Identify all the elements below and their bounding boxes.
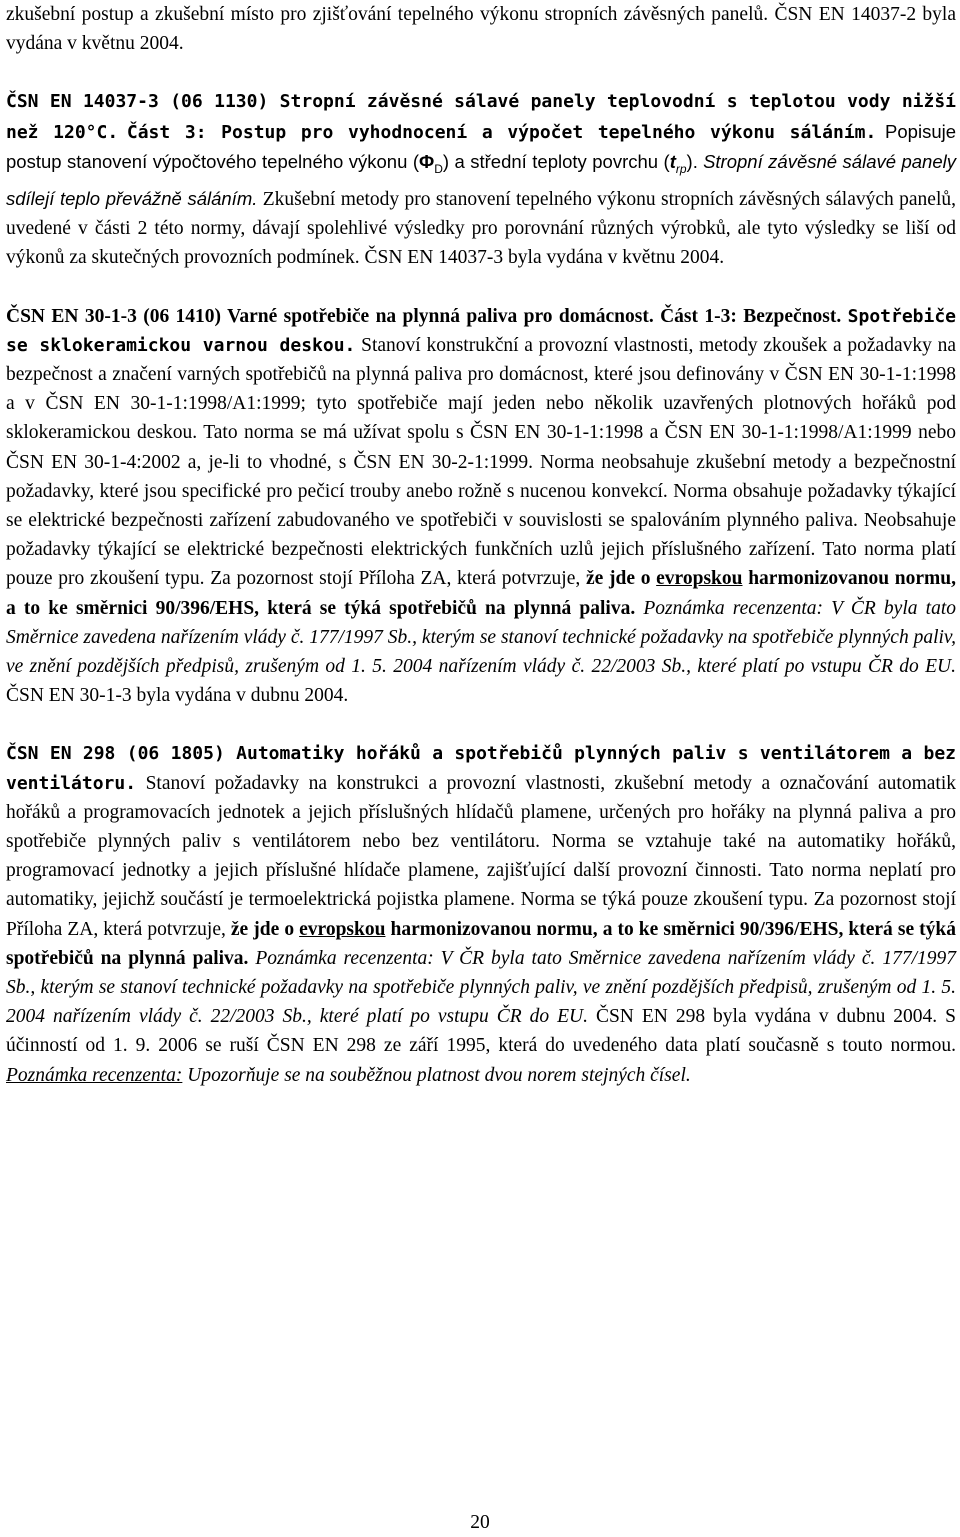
paragraph-298: [6, 739, 956, 1089]
document-page: [6, 0, 956, 1090]
sentence-1a: Popisuje postup stanovení výpočtového tepelného výkonu (: [6, 120, 957, 172]
sentence-1b: ) a střední teploty povrchu (: [442, 150, 670, 172]
harmonized-b: harmonizovanou normu, a to ke směrnici 90/396/EHS, která se týká spotřebičů na plynná paliva.: [6, 568, 956, 619]
publication-note: ČSN EN 298 byla vydána v dubnu 2004. S účinností od 1. 9. 2006 se ruší ČSN EN 298 ze září 1995, která do uvedeného data platí současně s touto normou.: [6, 1006, 956, 1057]
standard-subtitle: Spotřebiče se sklokeramickou varnou deskou.: [6, 305, 957, 356]
page-number: 20: [470, 1512, 490, 1533]
harmonized-underlined: evropskou: [299, 918, 386, 940]
paragraph-14037-3: [6, 87, 956, 272]
t-symbol: t: [669, 150, 676, 172]
t-subscript: rp: [675, 161, 687, 176]
harmonized-b: harmonizovanou normu, a to ke směrnici 90/396/EHS, která se týká spotřebičů na plynná paliva.: [6, 918, 956, 969]
standard-subtitle: Část 3: Postup pro vyhodnocení a výpočet tepelného výkonu sáláním.: [126, 121, 877, 143]
reviewer-note-2: Upozorňuje se na souběžnou platnost dvou norem stejných čísel.: [182, 1064, 691, 1086]
paragraph-gap: [6, 273, 956, 302]
paragraph-gap: [6, 58, 956, 87]
reviewer-note-label: Poznámka recenzenta:: [6, 1064, 183, 1086]
harmonized-a: že jde o: [585, 568, 657, 590]
harmonized-underlined: evropskou: [656, 568, 743, 590]
paragraph-14037-2-end: [6, 0, 956, 58]
paragraph-text: zkušební postup a zkušební místo pro zjišťování tepelného výkonu stropních závěsných panelů. ČSN EN 14037-2 byla vydána v květnu 2004.: [6, 4, 956, 55]
paragraph-30-1-3: [6, 302, 956, 711]
harmonized-a: že jde o: [230, 918, 300, 940]
paragraph-gap: [6, 710, 956, 739]
sentence-1c: ).: [686, 150, 698, 172]
standard-title: ČSN EN 30-1-3 (06 1410) Varné spotřebiče na plynná paliva pro domácnost. Část 1-3: Bezpečnost.: [6, 305, 842, 327]
standard-title: ČSN EN 14037-3 (06 1130) Stropní závěsné sálavé panely teplovodní s teplotou vody nižší než 120°C.: [6, 91, 956, 143]
phi-subscript: D: [434, 161, 443, 176]
paragraph-body: Stanoví požadavky na konstrukci a provozní vlastnosti, zkušební metody a označování automatik hořáků a programovacích jednotek a jejich příslušných hlídačů plamene, určených pro hořáky na plynná paliva a pro spotřebiče plynných paliv s ventilátorem nebo bez ventilátoru. Norma se vztahuje také na automatiky hořáků, programovací jednotky a jejich příslušné hlídače plamene, zajišťující další provozní činnosti. Tato norma neplatí pro automatiky, jejichž součástí je termoelektrická pojistka plamene. Norma se týká pouze zkoušení typu. Za pozornost stojí Příloha ZA, která potvrzuje,: [6, 772, 956, 940]
sentence-3: Zkušební metody pro stanovení tepelného výkonu stropních závěsných sálavých panelů, uvedené v části 2 této normy, dávají spolehlivé výsledky pro porovnání různých výrobků, ale tyto výsledky se liší od výkonů za skutečných provozních podmínek. ČSN EN 14037-3 byla vydána v květnu 2004.: [6, 188, 957, 269]
publication-note: ČSN EN 30-1-3 byla vydána v dubnu 2004.: [6, 685, 349, 707]
standard-title: ČSN EN 298 (06 1805) Automatiky hořáků a spotřebičů plynných paliv s ventilátorem a bez ventilátoru.: [6, 743, 956, 794]
reviewer-note: Poznámka recenzenta: V ČR byla tato Směrnice zavedena nařízením vlády č. 177/1997 Sb., kterým se stanoví technické požadavky na spotřebiče plynných paliv, ve znění pozdějších předpisů, zrušeným od 1. 5. 2004 nařízením vlády č. 22/2003 Sb., které platí po vstupu ČR do EU.: [6, 597, 956, 677]
reviewer-note: Poznámka recenzenta: V ČR byla tato Směrnice zavedena nařízením vlády č. 177/1997 Sb., kterým se stanoví technické požadavky na spotřebiče plynných paliv, ve znění pozdějších předpisů, zrušeným od 1. 5. 2004 nařízením vlády č. 22/2003 Sb., které platí po vstupu ČR do EU.: [6, 947, 956, 1028]
sentence-2: Stropní závěsné sálavé panely sdílejí teplo převážně sáláním.: [6, 150, 957, 209]
paragraph-body: Stanoví konstrukční a provozní vlastnosti, metody zkoušek a požadavky na bezpečnost a značení varných spotřebičů na plynná paliva pro domácnost, které jsou definovány v ČSN EN 30-1-1:1998 a v ČSN EN 30-1-1:1998/A1:1999; tyto spotřebiče mají jeden nebo několik uzavřených plotnových hořáků pod sklokeramickou deskou. Tato norma se má užívat spolu s ČSN EN 30-1-1:1998 a ČSN EN 30-1-1:1998/A1:1999 nebo ČSN EN 30-1-4:2002 a, je-li to vhodné, s ČSN EN 30-2-1:1999. Norma neobsahuje zkušební metody a bezpečnostní požadavky, které jsou specifické pro pečicí trouby anebo rožně s nucenou konvekcí. Norma obsahuje požadavky týkající se elektrické bezpečnosti zařízení zabudovaného ve spotřebiči v souvislosti se spalováním plynného paliva. Neobsahuje požadavky týkající se elektrické bezpečnosti elektrických funkčních uzlů jejich příslušného zařízení. Tato norma platí pouze pro zkoušení typu. Za pozornost stojí Příloha ZA, která potvrzuje,: [6, 334, 956, 590]
phi-symbol: Φ: [419, 150, 435, 172]
